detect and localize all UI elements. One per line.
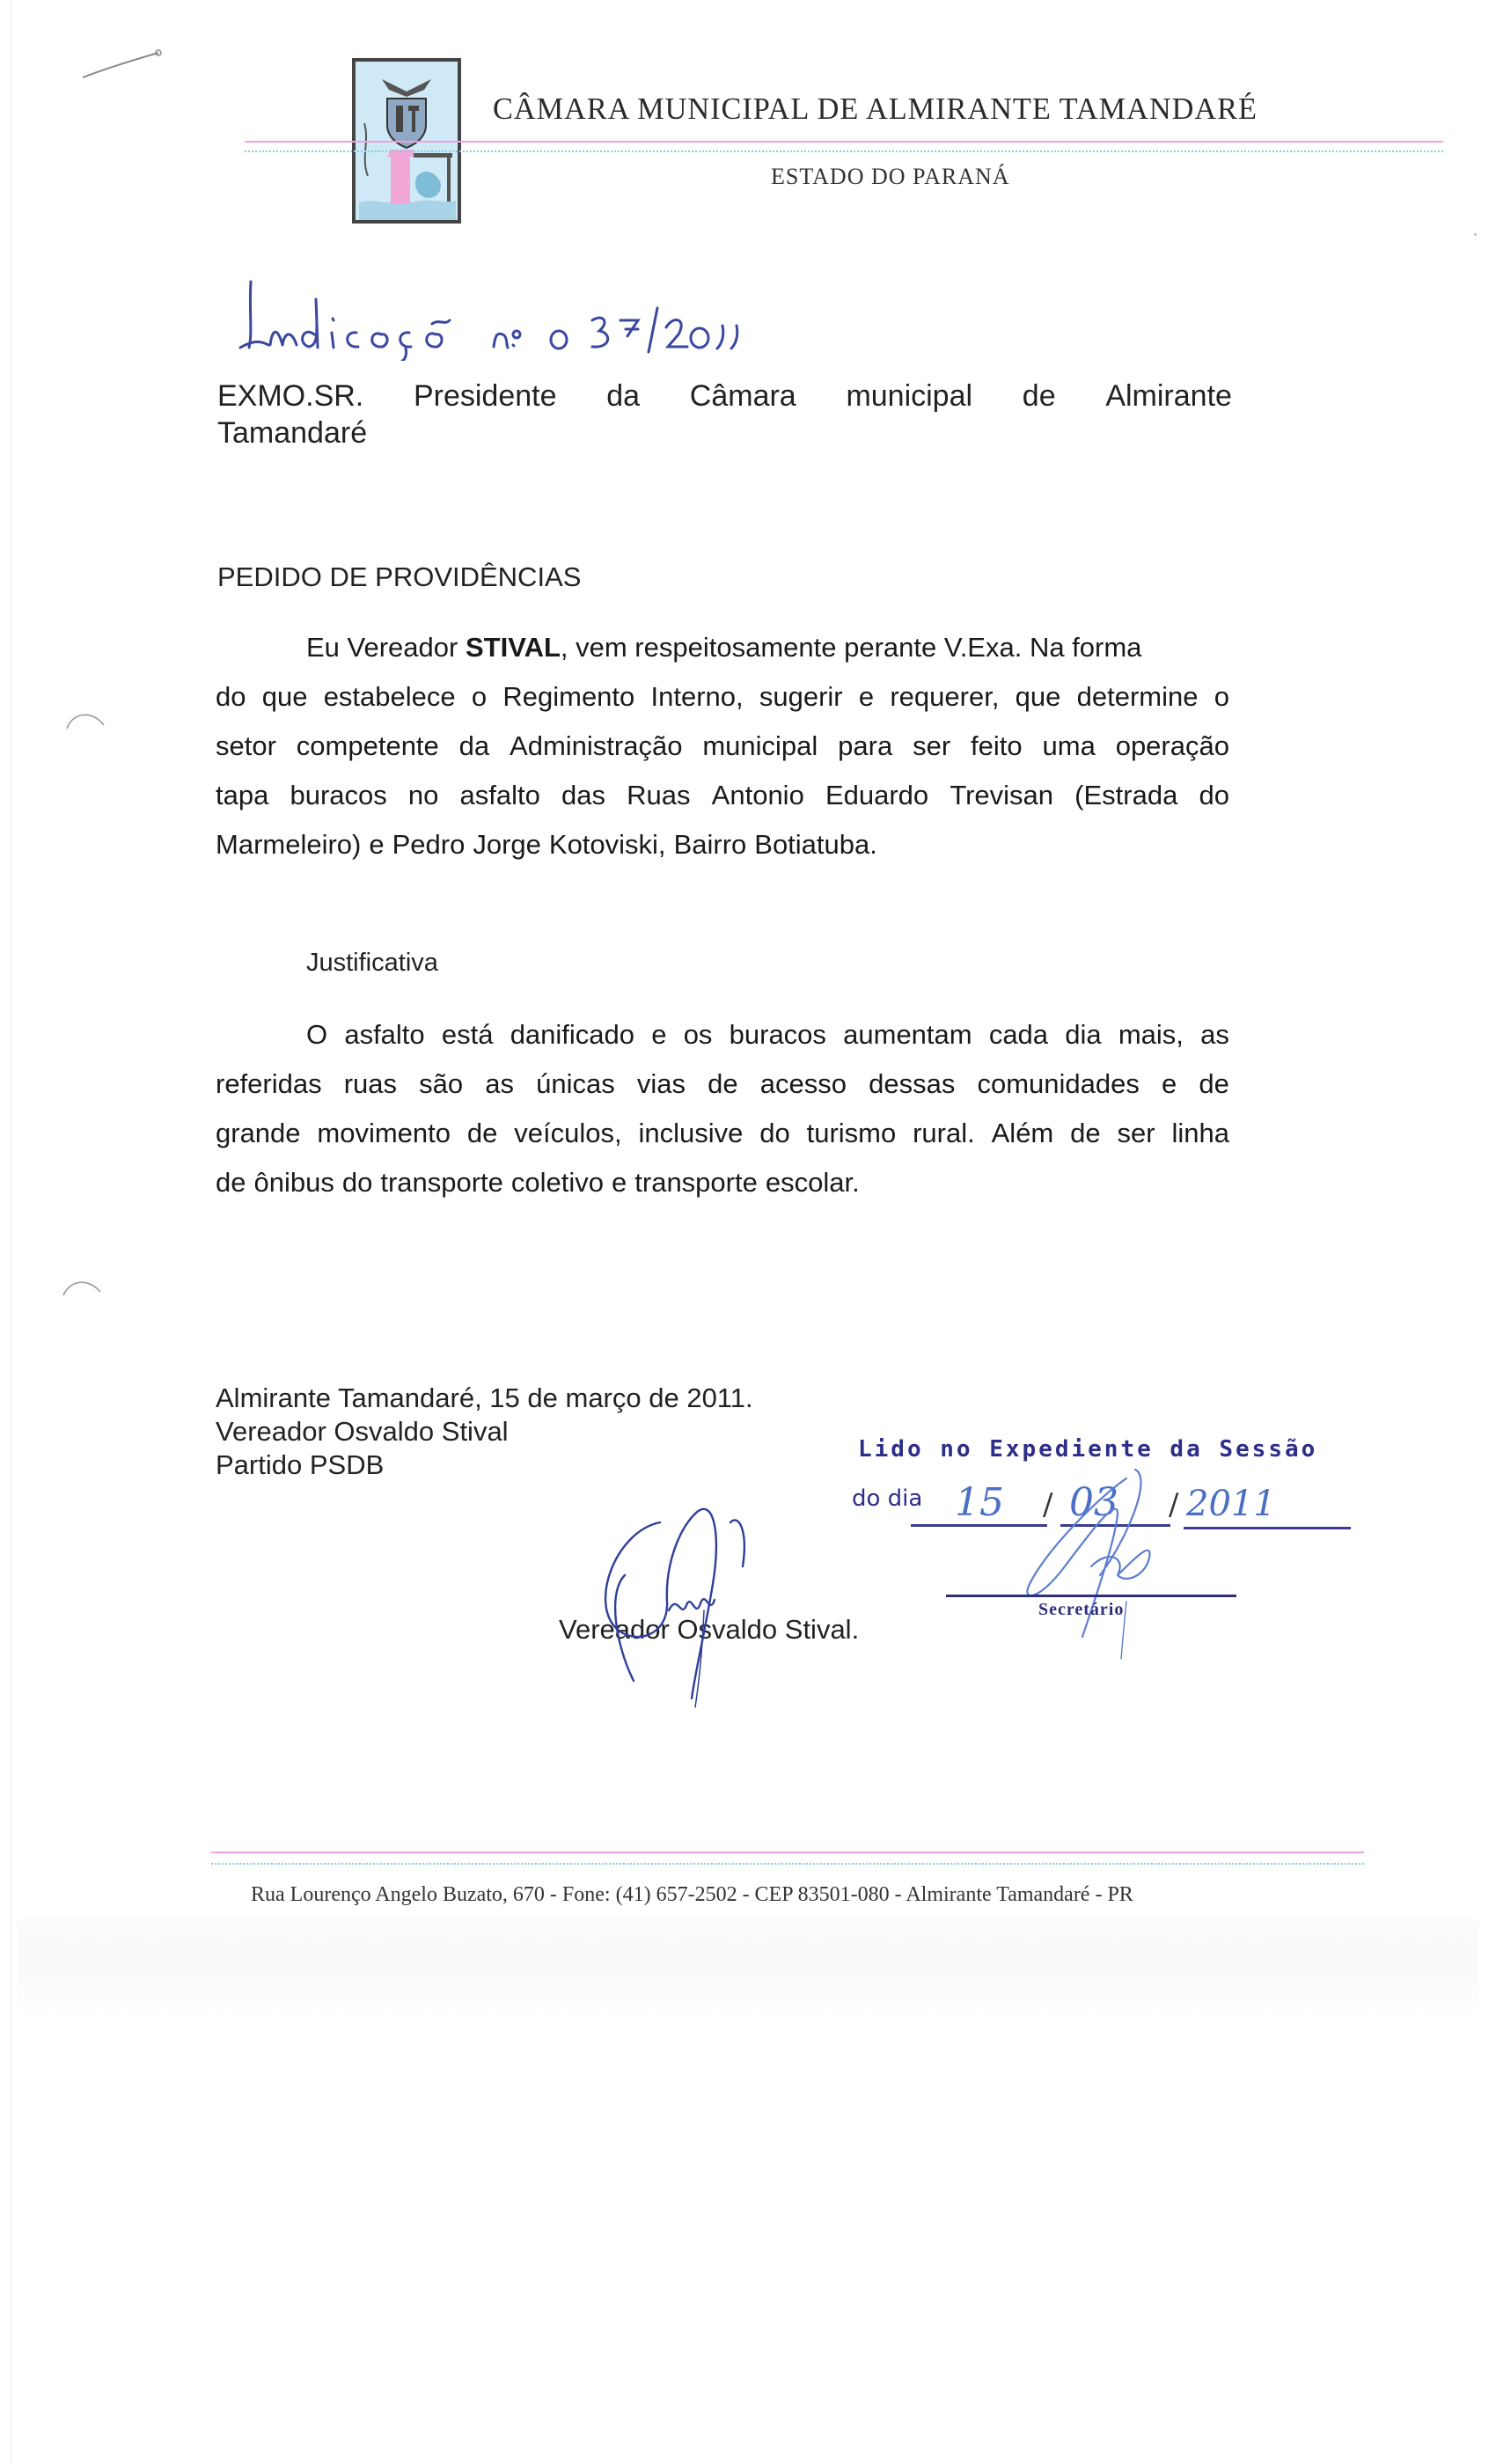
paragraph-line: [216, 679, 1229, 729]
word: e: [612, 1167, 627, 1198]
word: Jorge: [473, 829, 541, 860]
paragraph-line: [216, 1116, 1229, 1165]
word: está: [441, 1019, 494, 1050]
word: ser: [913, 730, 951, 761]
word: e: [1162, 1068, 1177, 1099]
paragraph-line: [216, 1067, 1229, 1116]
addressee-word: de: [1022, 379, 1056, 413]
addressee-line-2: Tamandaré: [217, 416, 368, 450]
word: Pedro: [392, 829, 466, 860]
word: acesso: [759, 1068, 847, 1099]
word: estabelece: [323, 681, 456, 712]
word: únicas: [536, 1068, 615, 1099]
paragraph-line: [216, 1017, 1229, 1067]
word: mais,: [1118, 1019, 1184, 1050]
word: Regimento: [502, 681, 635, 712]
handwritten-document-number: [233, 264, 867, 361]
author-name: Vereador Osvaldo Stival: [216, 1416, 509, 1447]
word: de: [708, 1068, 738, 1099]
word: aumentam: [843, 1019, 972, 1050]
word: Kotoviski,: [548, 829, 666, 860]
stamp-day: 15: [955, 1480, 1004, 1525]
word: grande: [216, 1118, 301, 1148]
word: danificado: [510, 1019, 635, 1050]
closing-block: [216, 1382, 753, 1482]
word: dia: [1065, 1019, 1102, 1050]
word: transporte: [380, 1167, 503, 1198]
addressee-block: [217, 378, 1232, 451]
addressee-line-1: [217, 378, 1232, 414]
word: Eduardo: [825, 780, 929, 810]
word: Interno,: [650, 681, 744, 712]
addressee-word: Presidente: [413, 379, 557, 413]
addressee-word: municipal: [846, 379, 973, 413]
word: de: [216, 1167, 246, 1198]
word: e: [369, 829, 385, 860]
word: competente: [296, 730, 439, 761]
addressee-word: Almirante: [1105, 379, 1232, 413]
word: veículos,: [514, 1118, 622, 1148]
footer-rule-pink: [211, 1852, 1364, 1853]
word: ônibus: [253, 1167, 334, 1198]
word: os: [683, 1019, 713, 1050]
word: cada: [988, 1019, 1049, 1050]
word: e: [651, 1019, 667, 1050]
word: de: [466, 1118, 498, 1148]
word: municipal: [702, 730, 818, 761]
party-name: Partido PSDB: [216, 1449, 385, 1480]
word: de: [1199, 1068, 1229, 1099]
word: das: [561, 780, 606, 810]
paragraph-line: [216, 1165, 1229, 1214]
word: transporte: [634, 1167, 758, 1198]
stamp-year-underline: [1184, 1527, 1351, 1529]
word: O: [306, 1019, 328, 1050]
paragraph-line: [216, 630, 1229, 679]
word: ruas: [343, 1068, 398, 1099]
institution-name: CÂMARA MUNICIPAL DE ALMIRANTE TAMANDARÉ: [493, 92, 1258, 126]
addressee-word: da: [606, 379, 641, 413]
place-and-date: Almirante Tamandaré, 15 de março de 2011.: [216, 1382, 753, 1413]
word: do: [341, 1167, 373, 1198]
paragraph-line: [216, 778, 1229, 827]
date-separator: /: [1043, 1487, 1053, 1522]
word: turismo: [806, 1118, 897, 1148]
word: o: [471, 681, 488, 712]
session-stamp-heading: Lido no Expediente da Sessão: [858, 1436, 1318, 1463]
secretary-label: Secretário: [1038, 1600, 1125, 1619]
word: asfalto: [344, 1019, 425, 1050]
word: dessas: [869, 1068, 956, 1099]
state-name: ESTADO DO PARANÁ: [771, 164, 1010, 189]
word: para: [838, 730, 893, 761]
word: Antonio: [711, 780, 804, 810]
word: que: [1015, 681, 1061, 712]
councilor-signature: [563, 1496, 810, 1716]
word: determine: [1076, 681, 1199, 712]
word: ser: [1117, 1118, 1155, 1148]
word: o: [1214, 681, 1229, 712]
word: Ruas: [627, 780, 691, 810]
word: Trevisan: [950, 780, 1054, 810]
request-paragraph: [216, 630, 1229, 876]
word: rural.: [913, 1118, 975, 1148]
stamp-year: 2011: [1186, 1484, 1276, 1524]
word: uma: [1042, 730, 1096, 761]
word: Além: [991, 1118, 1054, 1148]
word: vias: [636, 1068, 686, 1099]
word: Marmeleiro): [216, 829, 362, 860]
word: escolar.: [765, 1167, 860, 1198]
word: Bairro: [673, 829, 747, 860]
word: da: [458, 730, 490, 761]
word: e: [858, 681, 875, 712]
word: movimento: [317, 1118, 451, 1148]
word: sugerir: [759, 681, 843, 712]
word: buracos: [729, 1019, 826, 1050]
word: Administração: [510, 730, 683, 761]
punch-hole-mark-icon: [65, 709, 106, 730]
secretary-signature: [994, 1461, 1206, 1663]
header-rule-pink: [245, 141, 1443, 143]
request-heading: PEDIDO DE PROVIDÊNCIAS: [217, 561, 582, 592]
word: asfalto: [459, 780, 540, 810]
line-text: Eu Vereador STIVAL, vem respeitosamente perante V.Exa. Na forma: [306, 632, 1142, 663]
word: no: [407, 780, 439, 810]
justification-heading: Justificativa: [306, 949, 438, 977]
councilor-surname: STIVAL: [465, 632, 561, 663]
word: coletivo: [510, 1167, 605, 1198]
footer-address: Rua Lourenço Angelo Buzato, 670 - Fone: (41) 657-2502 - CEP 83501-080 - Almirante Tamandaré - PR: [251, 1883, 1133, 1906]
word: Botiatuba.: [754, 829, 877, 860]
date-separator: /: [1169, 1487, 1179, 1522]
word: (Estrada: [1074, 780, 1178, 810]
justification-paragraph: [216, 1017, 1229, 1214]
word: são: [419, 1068, 464, 1099]
word: as: [1200, 1019, 1229, 1050]
word: de: [1070, 1118, 1101, 1148]
footer-rule-cyan: [211, 1863, 1364, 1865]
word: do: [759, 1118, 790, 1148]
word: do: [1199, 780, 1229, 810]
word: operação: [1115, 730, 1229, 761]
session-stamp-date-prefix: do dia: [852, 1485, 923, 1512]
word: as: [485, 1068, 515, 1099]
word: tapa: [216, 780, 269, 810]
addressee-word: EXMO.SR.: [217, 379, 364, 413]
stamp-month: 03: [1069, 1480, 1118, 1525]
word: buracos: [290, 780, 387, 810]
paragraph-line: [216, 827, 1229, 876]
word: que: [261, 681, 308, 712]
punch-hole-mark-icon: [62, 1276, 102, 1297]
header-rule-cyan: [245, 150, 1443, 152]
word: do: [216, 681, 246, 712]
scan-speck: [1474, 233, 1477, 236]
word: referidas: [216, 1068, 322, 1099]
addressee-word: Câmara: [689, 379, 796, 413]
word: comunidades: [977, 1068, 1140, 1099]
word: requerer,: [890, 681, 1000, 712]
staple-mark-icon: [79, 49, 163, 81]
word: feito: [971, 730, 1023, 761]
word: inclusive: [638, 1118, 744, 1148]
word: linha: [1171, 1118, 1229, 1148]
signature-caption: Vereador Osvaldo Stival.: [559, 1614, 860, 1645]
secretary-signature-line: [946, 1595, 1236, 1597]
scan-show-through: [18, 1918, 1478, 2015]
word: setor: [216, 730, 276, 761]
paragraph-line: [216, 729, 1229, 778]
